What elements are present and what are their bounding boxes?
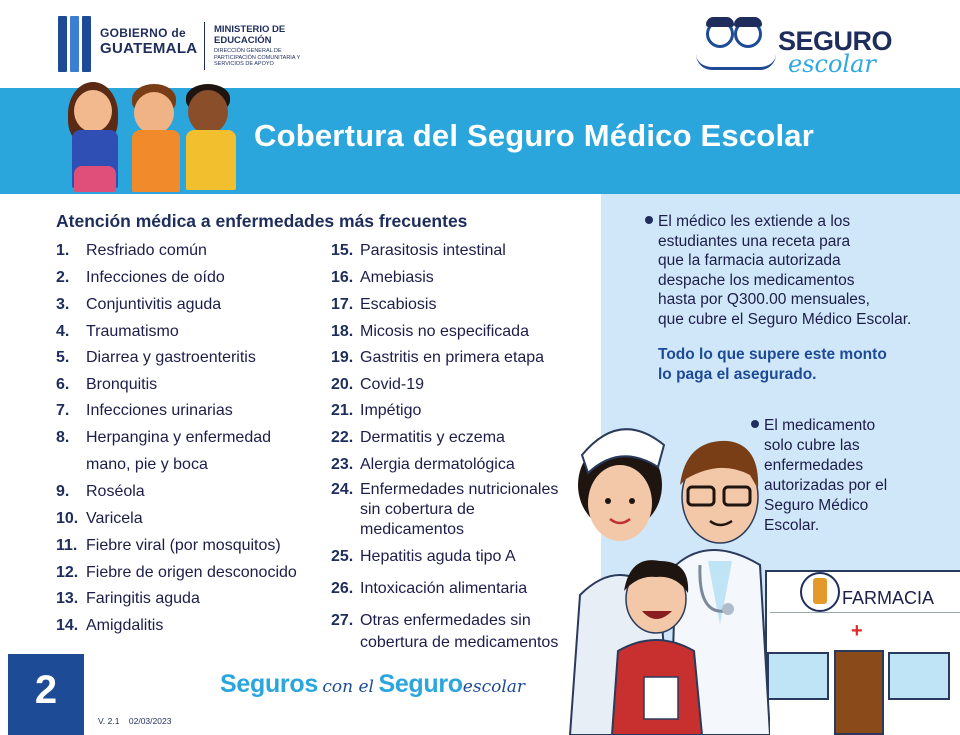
list-heading: Atención médica a enfermedades más frecuentes xyxy=(56,211,468,231)
info-prescription-text: El médico les extiende a los estudiantes una receta para que la farmacia autorizada despache los medicamentos hasta por Q300.00 mensuales, que cubre el Seguro Médico Escolar. xyxy=(645,212,945,330)
boy-face-icon xyxy=(188,90,228,134)
seguro-word: SEGURO xyxy=(778,26,893,56)
medicine-bottle-icon xyxy=(813,578,827,604)
pharmacy-label: FARMACIA xyxy=(842,588,935,608)
page-number: 2 xyxy=(34,668,58,712)
gobierno-guatemala-logo xyxy=(58,16,318,76)
child-face-icon xyxy=(706,20,734,48)
boy-shirt-icon xyxy=(186,130,236,190)
guatemala-flag-icon xyxy=(58,16,90,72)
open-book-icon xyxy=(696,54,776,70)
logo-divider xyxy=(204,22,205,70)
medical-staff-illustration xyxy=(560,415,770,735)
pharmacy-window xyxy=(767,652,829,700)
pharmacy-divider xyxy=(770,612,960,613)
bullet-icon xyxy=(645,216,653,224)
footer-slogan: Seguros con el Seguroescolar xyxy=(220,670,526,698)
escolar-script: escolar xyxy=(788,50,876,78)
boy-shirt-icon xyxy=(132,130,180,192)
pharmacy-door xyxy=(834,650,884,735)
ministry-subtitle: DIRECCIÓN GENERAL DE PARTICIPACIÓN COMUNITARIA Y SERVICIOS DE APOYO xyxy=(214,48,301,67)
girl-face-icon xyxy=(74,90,112,132)
info-excess-text: Todo lo que supere este monto lo paga el asegurado. xyxy=(658,346,887,383)
red-cross-icon: + xyxy=(851,620,863,642)
seguro-escolar-logo xyxy=(692,8,902,82)
ministry-title: MINISTERIO DE EDUCACIÓN xyxy=(214,24,286,46)
info-coverage-text: El medicamento solo cubre las enfermedades autorizadas por el Seguro Médico Escolar. xyxy=(764,416,934,536)
boy-face-icon xyxy=(134,92,174,134)
pharmacy-window xyxy=(888,652,950,700)
girl-skirt-icon xyxy=(74,166,116,192)
gov-line2: GUATEMALA xyxy=(100,40,198,57)
gov-line1: GOBIERNO de xyxy=(100,26,186,40)
child-face-icon xyxy=(734,20,762,48)
version-date: V. 2.1 02/03/2023 xyxy=(98,716,172,726)
page-title: Cobertura del Seguro Médico Escolar xyxy=(254,118,814,153)
prescription-paper-icon xyxy=(644,677,678,719)
